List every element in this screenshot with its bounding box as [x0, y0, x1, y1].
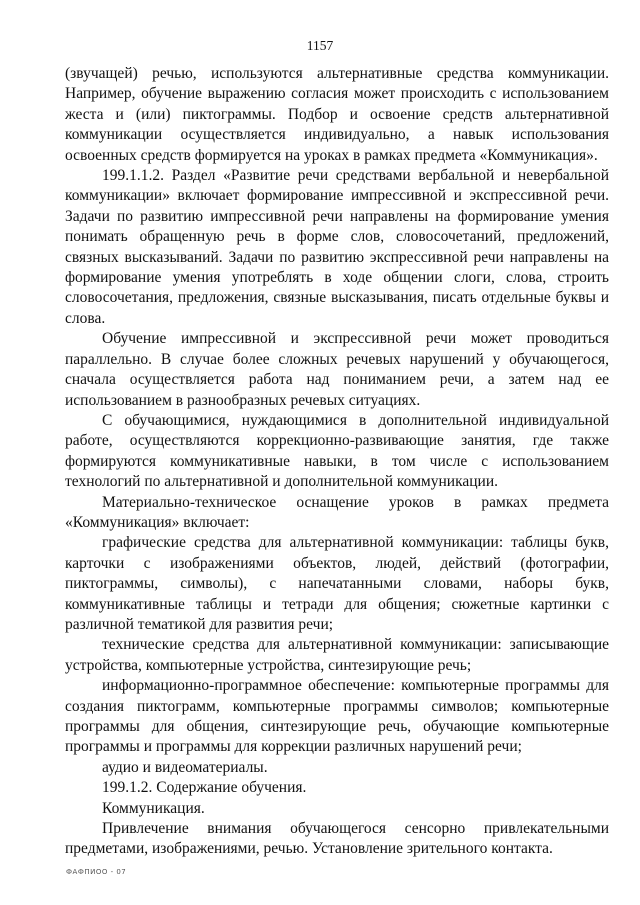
list-item: технические средства для альтернативной коммуникации: записывающие устройства, компьютерные устройства, синтезирующие речь; [65, 636, 609, 674]
document-body [65, 64, 609, 860]
paragraph: Материально-техническое оснащение уроков в рамках предмета «Коммуникация» включает: [65, 493, 609, 531]
subsection-heading: Коммуникация. [102, 799, 205, 817]
list-item: аудио и видеоматериалы. [102, 758, 268, 776]
footer-stamp: ФАФПИОО - 07 [66, 868, 127, 876]
list-item: информационно-программное обеспечение: компьютерные программы для создания пиктограмм, компьютерные программы символов; компьютерные программы для общения, синтезирующие речь, обучающие компьютерные программы и программы для коррекции различных нарушений речи; [65, 677, 609, 756]
list-item: графические средства для альтернативной коммуникации: таблицы букв, карточки с изображениями объектов, людей, действий (фотографии, пиктограммы, символы), с напечатанными словами, наборы букв, коммуникативные таблицы и тетради для общения; сюжетные картинки с различной тематикой для развития речи; [65, 534, 609, 633]
paragraph: 199.1.1.2. Раздел «Развитие речи средствами вербальной и невербальной коммуникации» включает формирование импрессивной и экспрессивной речи. Задачи по развитию импрессивной речи направлены на формирование умения понимать обращенную речь в форме слов, словосочетаний, предложений, связных высказываний. Задачи по развитию экспрессивной речи направлены на формирование умения употреблять в ходе общении слоги, слова, строить словосочетания, предложения, связные высказывания, писать отдельные буквы и слова. [65, 167, 609, 327]
paragraph: Привлечение внимания обучающегося сенсорно привлекательными предметами, изображениями, речью. Установление зрительного контакта. [65, 820, 609, 858]
paragraph: (звучащей) речью, используются альтернативные средства коммуникации. Например, обучение выражению согласия может происходить с использованием жеста и (или) пиктограммы. Подбор и освоение средств альтернативной коммуникации осуществляется индивидуально, а навык использования освоенных средств формируется на уроках в рамках предмета «Коммуникация». [65, 65, 609, 164]
paragraph: С обучающимися, нуждающимися в дополнительной индивидуальной работе, осуществляются коррекционно-развивающие занятия, где также формируются коммуникативные навыки, в том числе с использованием технологий по альтернативной и дополнительной коммуникации. [65, 411, 609, 491]
section-heading: 199.1.2. Содержание обучения. [102, 779, 307, 797]
page-number: 1157 [306, 38, 334, 53]
paragraph: Обучение импрессивной и экспрессивной речи может проводиться параллельно. В случае более сложных речевых нарушений у обучающегося, сначала осуществляется работа над пониманием речи, а затем над ее использованием в разнообразных речевых ситуациях. [65, 330, 609, 409]
